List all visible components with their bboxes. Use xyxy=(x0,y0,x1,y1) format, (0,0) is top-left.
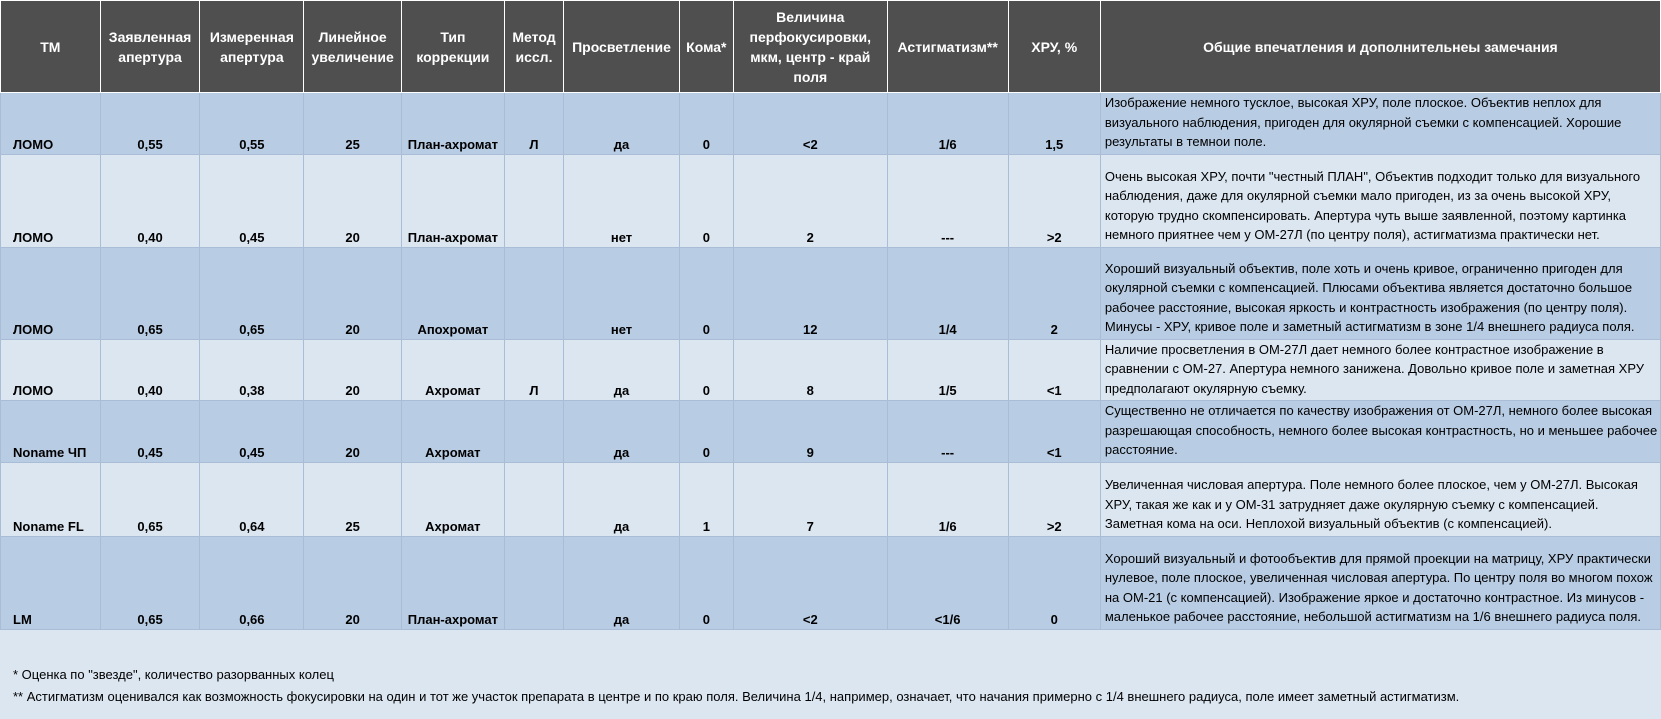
cell-magnification[interactable]: 20 xyxy=(304,247,402,339)
cell-astigmatism[interactable]: 1/4 xyxy=(887,247,1008,339)
cell-coating[interactable]: да xyxy=(564,536,680,629)
cell-astigmatism[interactable]: 1/5 xyxy=(887,339,1008,401)
cell-magnification[interactable]: 20 xyxy=(304,401,402,463)
header-cell[interactable]: Заявленная апертура xyxy=(100,1,200,93)
cell-correction[interactable]: Апохромат xyxy=(401,247,504,339)
cell-declared-aperture[interactable]: 0,40 xyxy=(100,339,200,401)
cell-method[interactable]: Л xyxy=(504,339,563,401)
footnote-coma: * Оценка по "звезде", количество разорванных колец xyxy=(13,667,334,682)
header-cell[interactable]: Тип коррекции xyxy=(401,1,504,93)
cell-astigmatism[interactable]: <1/6 xyxy=(887,536,1008,629)
cell-chromatic[interactable]: <1 xyxy=(1008,339,1100,401)
cell-method[interactable] xyxy=(504,247,563,339)
table-row xyxy=(1,536,1661,629)
cell-astigmatism[interactable]: 1/6 xyxy=(887,93,1008,155)
cell-coating[interactable]: нет xyxy=(564,154,680,247)
header-cell[interactable]: Величина перфокусировки, мкм, центр - край поля xyxy=(733,1,887,93)
cell-notes[interactable]: Хороший визуальный объектив, поле хоть и очень кривое, ограниченно пригоден для окулярной съемки с компенсацией. Плюсами объектива является достаточно большое рабочее расстояние, высокая яркость и контрастность изображения (по центру поля). Минусы - ХРУ, кривое поле и заметный астигматизм в зоне 1/4 внешнего радиуса поля. xyxy=(1100,247,1660,339)
footnotes xyxy=(13,664,1459,708)
cell-coating[interactable]: да xyxy=(564,339,680,401)
cell-magnification[interactable]: 20 xyxy=(304,154,402,247)
table-row xyxy=(1,247,1661,339)
cell-coma[interactable]: 0 xyxy=(679,401,733,463)
cell-declared-aperture[interactable]: 0,65 xyxy=(100,462,200,536)
cell-correction[interactable]: План-ахромат xyxy=(401,536,504,629)
cell-coma[interactable]: 0 xyxy=(679,154,733,247)
cell-tm[interactable]: ЛОМО xyxy=(1,93,101,155)
cell-tm[interactable]: LM xyxy=(1,536,101,629)
cell-correction[interactable]: Ахромат xyxy=(401,339,504,401)
header-cell[interactable]: Астигматизм** xyxy=(887,1,1008,93)
cell-magnification[interactable]: 20 xyxy=(304,536,402,629)
table-row xyxy=(1,462,1661,536)
header-row xyxy=(1,1,1661,93)
cell-notes[interactable]: Хороший визуальный и фотообъектив для прямой проекции на матрицу, ХРУ практически нулевое, поле плоское, увеличенная числовая апертура. По центру поля во многом похож на ОМ-21 (с компенсацией). Изображение яркое и достаточно контрастное. Из минусов - маленькое рабочее расстояние, небольшой астигматизм на 1/6 внешнего радиуса поля. xyxy=(1100,536,1660,629)
cell-tm[interactable]: ЛОМО xyxy=(1,154,101,247)
cell-chromatic[interactable]: 0 xyxy=(1008,536,1100,629)
table-row xyxy=(1,93,1661,155)
cell-measured-aperture[interactable]: 0,66 xyxy=(200,536,304,629)
cell-measured-aperture[interactable]: 0,55 xyxy=(200,93,304,155)
cell-declared-aperture[interactable]: 0,55 xyxy=(100,93,200,155)
cell-magnification[interactable]: 20 xyxy=(304,339,402,401)
cell-parfocal[interactable]: 7 xyxy=(733,462,887,536)
header-cell[interactable]: Просветление xyxy=(564,1,680,93)
cell-method[interactable] xyxy=(504,536,563,629)
cell-correction[interactable]: Ахромат xyxy=(401,462,504,536)
cell-tm[interactable]: Noname FL xyxy=(1,462,101,536)
cell-astigmatism[interactable]: --- xyxy=(887,154,1008,247)
cell-chromatic[interactable]: >2 xyxy=(1008,462,1100,536)
cell-tm[interactable]: ЛОМО xyxy=(1,247,101,339)
header-cell[interactable]: Кома* xyxy=(679,1,733,93)
cell-chromatic[interactable]: >2 xyxy=(1008,154,1100,247)
cell-measured-aperture[interactable]: 0,45 xyxy=(200,154,304,247)
cell-coma[interactable]: 1 xyxy=(679,462,733,536)
cell-measured-aperture[interactable]: 0,38 xyxy=(200,339,304,401)
header-cell[interactable]: Метод иссл. xyxy=(504,1,563,93)
cell-coma[interactable]: 0 xyxy=(679,247,733,339)
cell-measured-aperture[interactable]: 0,45 xyxy=(200,401,304,463)
cell-coma[interactable]: 0 xyxy=(679,536,733,629)
cell-tm[interactable]: Noname ЧП xyxy=(1,401,101,463)
cell-parfocal[interactable]: 9 xyxy=(733,401,887,463)
cell-notes[interactable]: Увеличенная числовая апертура. Поле немного более плоское, чем у ОМ-27Л. Высокая ХРУ, такая же как и у ОМ-31 затрудняет даже окулярную съемку с компенсацией. Заметная кома на оси. Неплохой визуальный объектив (с компенсацией). xyxy=(1100,462,1660,536)
cell-astigmatism[interactable]: --- xyxy=(887,401,1008,463)
cell-declared-aperture[interactable]: 0,65 xyxy=(100,247,200,339)
cell-magnification[interactable]: 25 xyxy=(304,93,402,155)
header-cell[interactable]: Измеренная апертура xyxy=(200,1,304,93)
cell-parfocal[interactable]: 8 xyxy=(733,339,887,401)
header-cell[interactable]: Общие впечатления и дополнительнеы замечания xyxy=(1100,1,1660,93)
cell-coma[interactable]: 0 xyxy=(679,339,733,401)
cell-chromatic[interactable]: 1,5 xyxy=(1008,93,1100,155)
cell-coating[interactable]: да xyxy=(564,93,680,155)
cell-notes[interactable]: Очень высокая ХРУ, почти "честный ПЛАН", Объектив подходит только для визуального наблюдения, даже для окулярной съемки мало пригоден, из за очень высокой ХРУ, которую трудно скомпенсировать. Апертура чуть выше заявленной, поэтому картинка немного приятнее чем у ОМ-27Л (по центру поля), астигматизма практически нет. xyxy=(1100,154,1660,247)
cell-notes[interactable]: Изображение немного тусклое, высокая ХРУ, поле плоское. Объектив неплох для визуального наблюдения, пригоден для окулярной съемки с компенсацией. Хорошие результаты в темнои поле. xyxy=(1100,93,1660,155)
header-cell[interactable]: Линейное увеличение xyxy=(304,1,402,93)
cell-declared-aperture[interactable]: 0,65 xyxy=(100,536,200,629)
cell-notes[interactable]: Наличие просветления в ОМ-27Л дает немного более контрастное изображение в сравнении с ОМ-27. Апертура немного занижена. Довольно кривое поле и заметная ХРУ предполагают окулярную съемку. xyxy=(1100,339,1660,401)
header-cell[interactable]: ХРУ, % xyxy=(1008,1,1100,93)
cell-coating[interactable]: нет xyxy=(564,247,680,339)
cell-declared-aperture[interactable]: 0,45 xyxy=(100,401,200,463)
cell-notes[interactable]: Существенно не отличается по качеству изображения от ОМ-27Л, немного более высокая разрешающая способность, немного более высокая контрастность, но и меньшее рабочее расстояние. xyxy=(1100,401,1660,463)
cell-method[interactable] xyxy=(504,154,563,247)
cell-correction[interactable]: План-ахромат xyxy=(401,93,504,155)
cell-method[interactable]: Л xyxy=(504,93,563,155)
cell-declared-aperture[interactable]: 0,40 xyxy=(100,154,200,247)
cell-coating[interactable]: да xyxy=(564,462,680,536)
cell-coma[interactable]: 0 xyxy=(679,93,733,155)
cell-astigmatism[interactable]: 1/6 xyxy=(887,462,1008,536)
table-row xyxy=(1,154,1661,247)
cell-magnification[interactable]: 25 xyxy=(304,462,402,536)
cell-correction[interactable]: Ахромат xyxy=(401,401,504,463)
cell-chromatic[interactable]: <1 xyxy=(1008,401,1100,463)
cell-parfocal[interactable]: 2 xyxy=(733,154,887,247)
cell-coating[interactable]: да xyxy=(564,401,680,463)
cell-measured-aperture[interactable]: 0,64 xyxy=(200,462,304,536)
cell-parfocal[interactable]: <2 xyxy=(733,536,887,629)
cell-chromatic[interactable]: 2 xyxy=(1008,247,1100,339)
cell-correction[interactable]: План-ахромат xyxy=(401,154,504,247)
table-row xyxy=(1,339,1661,401)
cell-method[interactable] xyxy=(504,401,563,463)
cell-parfocal[interactable]: <2 xyxy=(733,93,887,155)
cell-method[interactable] xyxy=(504,462,563,536)
cell-tm[interactable]: ЛОМО xyxy=(1,339,101,401)
footnote-astigmatism: ** Астигматизм оценивался как возможность фокусировки на один и тот же участок препарата в центре и по краю поля. Величина 1/4, например, означает, что начания примерно с 1/4 внешнего радиуса, поле имеет заметный астигматизм. xyxy=(13,689,1460,704)
cell-parfocal[interactable]: 12 xyxy=(733,247,887,339)
cell-measured-aperture[interactable]: 0,65 xyxy=(200,247,304,339)
table-row xyxy=(1,401,1661,463)
header-cell[interactable]: ТМ xyxy=(1,1,101,93)
